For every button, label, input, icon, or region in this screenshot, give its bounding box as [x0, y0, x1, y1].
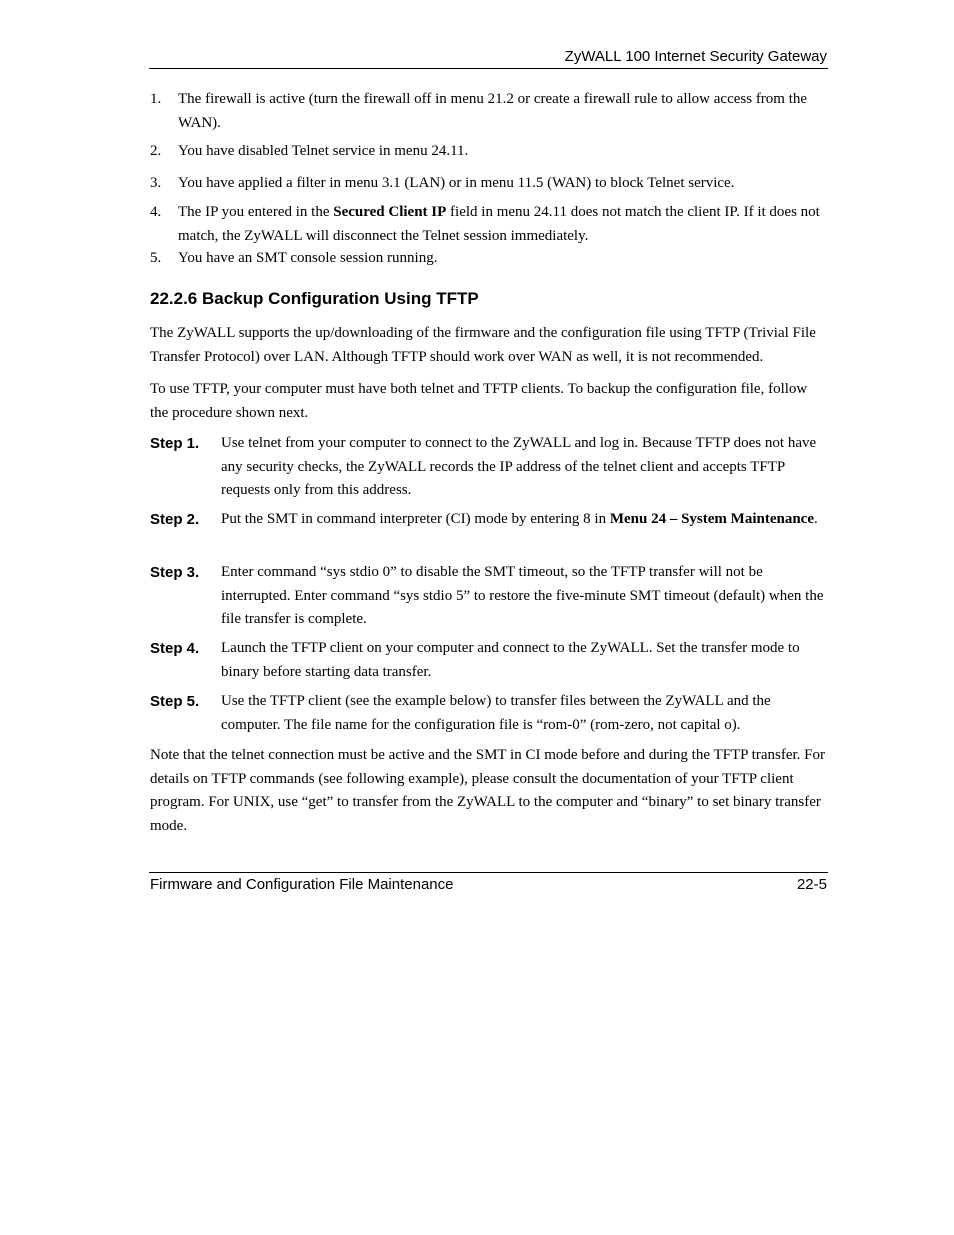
step-label: Step 5.	[150, 693, 200, 710]
paragraph: To use TFTP, your computer must have both telnet and TFTP clients. To backup the configuration file, follow the procedure shown next.	[150, 381, 808, 421]
page-footer	[149, 872, 828, 897]
step-text: Launch the TFTP client on your computer and connect to the ZyWALL. Set the transfer mode to binary before starting data transfer.	[221, 640, 800, 680]
list-item	[150, 172, 828, 196]
step-label: Step 4.	[150, 640, 200, 657]
step-text: Use the TFTP client (see the example below) to transfer files between the ZyWALL and the computer. The file name for the configuration file is “rom-0” (rom-zero, not capital o).	[221, 693, 771, 733]
step-text: Put the SMT in command interpreter (CI) mode by entering 8 in Menu 24 – System Maintenance.	[221, 511, 818, 527]
list-text: You have an SMT console session running.	[178, 250, 438, 266]
list-item	[150, 247, 828, 271]
section-heading: 22.2.6 Backup Configuration Using TFTP	[150, 289, 479, 308]
list-number: 3.	[150, 175, 162, 191]
step-text: Enter command “sys stdio 0” to disable the SMT timeout, so the TFTP transfer will not be interrupted. Enter command “sys stdio 5” to restore the five-minute SMT timeout (default) when the file transfer is complete.	[221, 564, 824, 627]
step-label: Step 2.	[150, 511, 200, 528]
step-item	[150, 561, 828, 632]
list-item	[150, 201, 828, 248]
list-text: The IP you entered in the Secured Client IP field in menu 24.11 does not match the client IP. If it does not match, the ZyWALL will disconnect the Telnet session immediately.	[178, 204, 820, 244]
page-header	[149, 46, 828, 69]
list-number: 1.	[150, 91, 162, 107]
footer-chapter-title: Firmware and Configuration File Maintenance	[150, 876, 454, 893]
step-label: Step 3.	[150, 564, 200, 581]
step-item	[150, 508, 828, 532]
step-item	[150, 432, 828, 503]
step-item	[150, 637, 828, 684]
page-number: 22-5	[796, 876, 827, 893]
list-text: You have applied a filter in menu 3.1 (LAN) or in menu 11.5 (WAN) to block Telnet service.	[178, 175, 735, 191]
list-text: You have disabled Telnet service in menu 24.11.	[178, 143, 469, 159]
step-item	[150, 690, 828, 737]
list-item	[150, 140, 828, 164]
list-number: 5.	[150, 250, 162, 266]
note-paragraph: Note that the telnet connection must be active and the SMT in CI mode before and during the TFTP transfer. For details on TFTP commands (see following example), please consult the documentation of your TFTP client program. For UNIX, use “get” to transfer from the ZyWALL to the computer and “binary” to set binary transfer mode.	[150, 747, 825, 834]
header-title: ZyWALL 100 Internet Security Gateway	[564, 48, 827, 65]
menu-name-term: Menu 24 – System Maintenance	[609, 511, 814, 527]
secured-client-ip-term: Secured Client IP	[333, 204, 447, 220]
list-text: The firewall is active (turn the firewall off in menu 21.2 or create a firewall rule to allow access from the WAN).	[178, 91, 808, 131]
list-item	[150, 88, 828, 135]
list-number: 2.	[150, 143, 162, 159]
step-text: Use telnet from your computer to connect to the ZyWALL and log in. Because TFTP does not have any security checks, the ZyWALL records the IP address of the telnet client and accepts TFTP requests only from this address.	[221, 435, 817, 498]
step-label: Step 1.	[150, 435, 200, 452]
paragraph: The ZyWALL supports the up/downloading of the firmware and the configuration file using TFTP (Trivial File Transfer Protocol) over LAN. Although TFTP should work over WAN as well, it is not recommended.	[150, 325, 816, 365]
list-number: 4.	[150, 204, 162, 220]
